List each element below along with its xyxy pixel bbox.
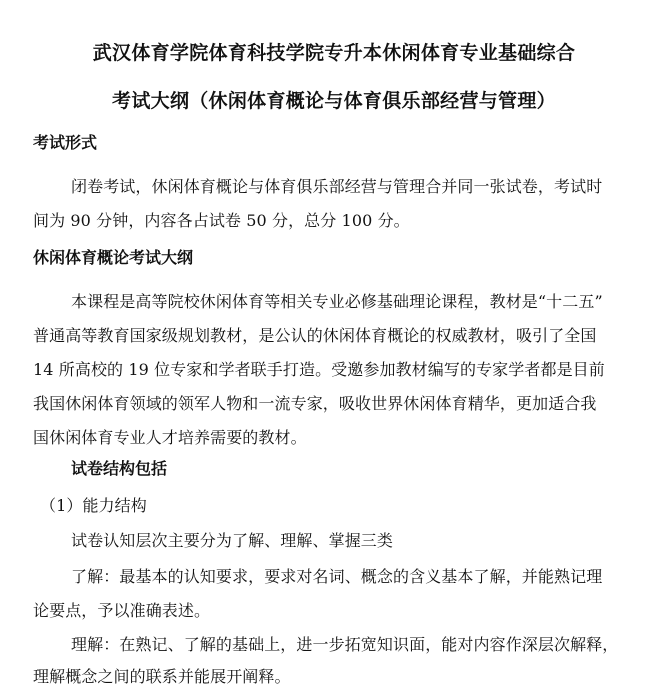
sub-item-ability-structure: （1）能力结构	[40, 496, 147, 515]
paragraph-line: 理解：在熟记、了解的基础上，进一步拓宽知识面，能对内容作深层次解释，	[71, 635, 619, 654]
section-heading-structure: 试卷结构包括	[71, 459, 168, 478]
paragraph-line: 本课程是高等院校休闲体育等相关专业必修基础理论课程，教材是“十二五”	[71, 292, 603, 311]
paragraph-line: 间为 90 分钟，内容各占试卷 50 分，总分 100 分。	[33, 211, 410, 230]
document-title-line-1: 武汉体育学院体育科技学院专升本休闲体育专业基础综合	[92, 42, 576, 64]
section-heading-exam-form: 考试形式	[33, 133, 98, 152]
paragraph-line: 我国休闲体育领域的领军人物和一流专家，吸收世界休闲体育精华，更加适合我	[33, 394, 597, 413]
paragraph-line: 论要点，予以准确表述。	[33, 601, 211, 620]
paragraph-line: 了解：最基本的认知要求，要求对名词、概念的含义基本了解，并能熟记理	[71, 567, 603, 586]
paragraph-line: 理解概念之间的联系并能展开阐释。	[33, 667, 291, 686]
paragraph-line: 试卷认知层次主要分为了解、理解、掌握三类	[71, 531, 394, 550]
paragraph-line: 闭卷考试，休闲体育概论与体育俱乐部经营与管理合并同一张试卷，考试时	[71, 177, 603, 196]
document-title-line-2: 考试大纲（休闲体育概论与体育俱乐部经营与管理）	[112, 90, 556, 112]
section-heading-outline: 休闲体育概论考试大纲	[33, 248, 194, 267]
paragraph-line: 14 所高校的 19 位专家和学者联手打造。受邀参加教材编写的专家学者都是目前	[33, 360, 605, 379]
paragraph-line: 普通高等教育国家级规划教材，是公认的休闲体育概论的权威教材，吸引了全国	[33, 326, 597, 345]
paragraph-line: 国休闲体育专业人才培养需要的教材。	[33, 428, 307, 447]
